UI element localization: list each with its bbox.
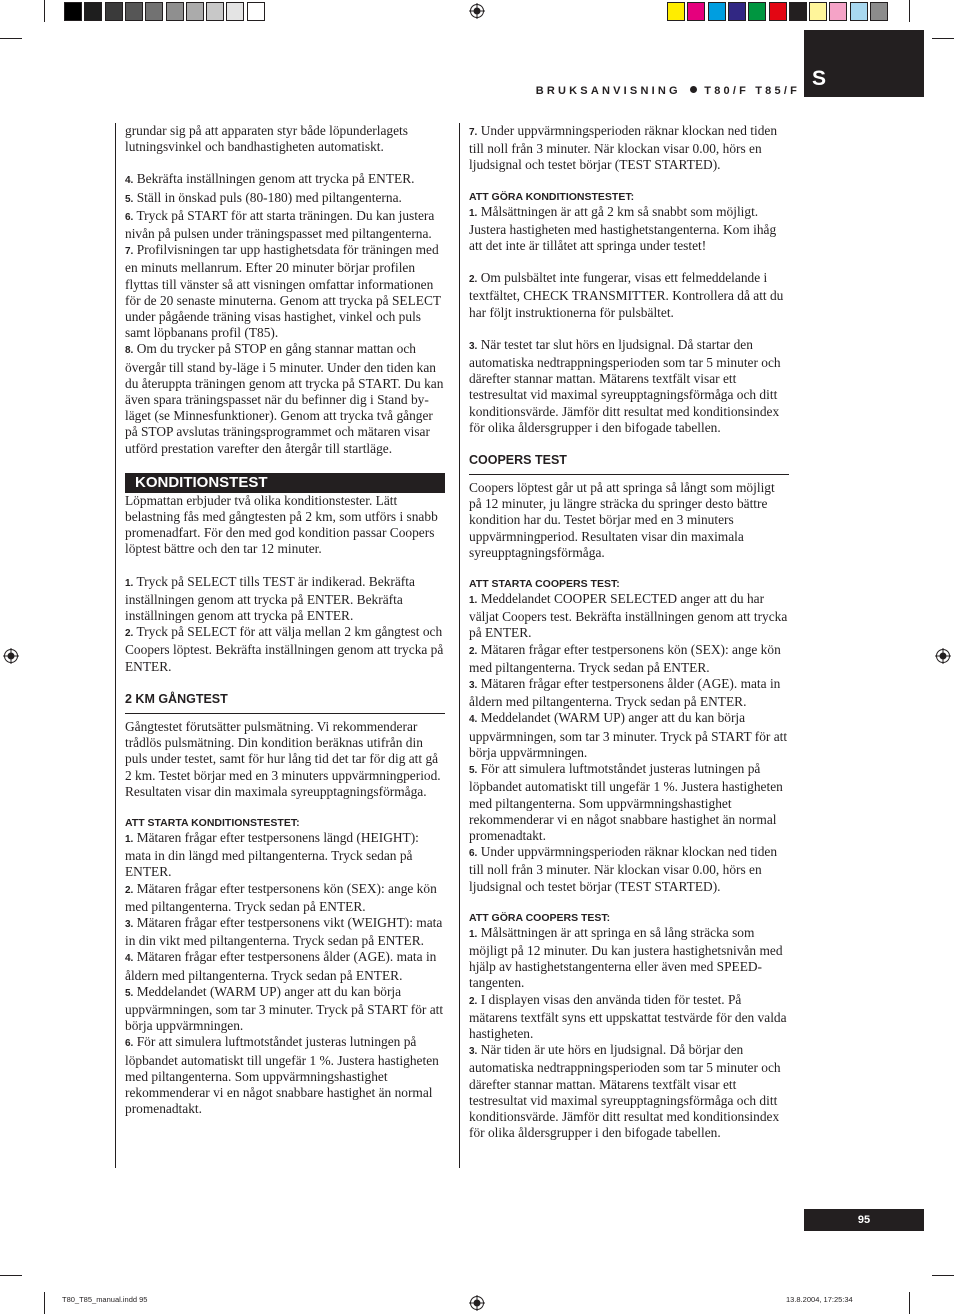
step-number: 5. [125,193,134,205]
step-item [125,208,445,242]
step-text: Mätaren frågar efter testpersonens kön (SEX): ange kön med piltangenterna. Tryck sedan på ENTER. [125,880,437,914]
step-text: Mätaren frågar efter testpersonens längd (HEIGHT): mata in din längd med piltangenterna. Tryck sedan på ENTER. [125,829,419,880]
color-swatch [850,2,868,21]
step-text: Meddelandet (WARM UP) anger att du kan börja uppvärmningen, som tar 3 minuter. Tryck på START för att börja uppvärmningen. [469,710,788,760]
color-swatch [748,2,766,21]
step-number: 8. [125,345,134,357]
step-text: Under uppvärmningsperioden räknar klockan ned tiden till noll från 3 minuter. När klockan visar 0.00, hörs en ljudsignal och testet börjar (TEST STARTED). [469,844,778,894]
step-item [469,710,789,761]
color-swatch [64,2,82,21]
step-number: 1. [469,928,478,940]
step-number: 7. [469,127,478,138]
color-swatch [687,2,705,21]
do-coopers-steps-list [469,925,789,1142]
step-item [125,171,445,189]
step-item [125,830,445,881]
step-item [469,204,789,255]
step-text: Tryck på START för att starta träningen. Du kan justera nivån på pulsen under träningspasset med piltangenterna. [125,207,435,242]
step-item [469,642,789,676]
color-swatch [829,2,847,21]
step-number: 2. [469,645,478,657]
step-item [469,844,789,895]
step-item [469,761,789,844]
step-item [469,591,789,642]
registration-mark-icon [469,1295,485,1311]
step-text: Målsättningen är att gå 2 km så snabbt som möjligt. Justera hastigheten med hastighetstangenterna. Kom ihåg att det inte är tillåtet att springa under testet! [469,203,777,254]
step-item [469,1042,789,1141]
page-number: 95 [804,1209,924,1231]
step-item [469,337,789,436]
color-swatch [789,2,807,21]
start-coopers-steps-list [469,591,789,895]
step-number: 6. [125,1038,134,1050]
step-number: 7. [125,246,134,258]
crop-mark [0,38,22,39]
step-text: För att simulera luftmotståndet justeras lutningen på löpbandet automatiskt till ungefär 1 %. Justera hastigheten med piltangenterna. Som uppvärmningshastighet rekommenderar vi en något snabbare hastighet än normal promenadtakt. [125,1034,439,1117]
konditionstest-paragraph: Löpmattan erbjuder två olika konditionstester. Lätt belastning fås med gångtesten på 2 km, som utförs i snabb promenadfart. För den med god kondition passar Coopers löptest bättre och den tar 12 minuter. [125,492,438,557]
step-item [125,915,445,949]
gangtest-paragraph: Gångtestet förutsätter pulsmätning. Vi rekommenderar trådlös pulsmätning. Din kondition beräknas utifrån din puls under testet, samt för hur lång tid det tar för dig att gå 2 km. Testet börjar med en 3 minuters uppvärmningperiod. Resultaten visar din maximala syreupptagningsförmåga. [125,718,441,799]
step-text: För att simulera luftmotståndet justeras lutningen på löpbandet automatiskt till ungefär 1 %. Justera hastigheten med piltangenterna. Som uppvärmningshastighet rekommenderar vi en något snabbare hastighet än normal promenadtakt. [469,761,783,843]
footer-timestamp: 13.8.2004, 17:25:34 [786,1295,853,1304]
color-swatch [809,2,827,21]
do-konditionstest-steps-list [469,204,789,436]
section-banner-konditionstest: KONDITIONSTEST [125,473,445,493]
step-number: 3. [469,680,478,692]
model-names: T80/F T85/F [704,85,800,97]
step-text: Tryck på SELECT för att välja mellan 2 km gångtest och Coopers löptest. Bekräfta inställningen genom att trycka på ENTER. [125,624,444,674]
step-number: 6. [469,848,478,860]
step-item [125,624,445,675]
color-swatch [870,2,888,21]
step-number: 5. [125,987,134,999]
step-item [469,123,789,174]
step-item [469,925,789,992]
color-swatch [226,2,244,21]
right-column [469,123,789,1141]
color-swatch [728,2,746,21]
running-header [470,85,800,97]
step-item [125,341,445,456]
language-tab-label: S [812,67,827,90]
step-text: Tryck på SELECT tills TEST är indikerad. Bekräfta inställningen genom att trycka på ENTER. Bekräfta inställningen genom att trycka på ENTER. [125,573,415,624]
step-item [125,984,445,1035]
registration-mark-icon [3,648,19,664]
step-number: 6. [125,211,134,223]
step-number: 4. [125,953,134,965]
heading-2km-gangtest: 2 KM GÅNGTEST [125,691,445,714]
step-number: 2. [469,995,478,1007]
column-rule [459,123,460,1168]
step-text: Bekräfta inställningen genom att trycka på ENTER. [136,171,415,187]
step-number: 3. [125,918,134,930]
step-text: Ställ in önskad puls (80-180) med piltangenterna. [136,189,402,205]
crop-mark [909,1292,910,1314]
step-number: 2. [125,628,134,640]
color-swatch [166,2,184,21]
registration-mark-icon [469,3,485,19]
heading-coopers-test: COOPERS TEST [469,452,789,475]
step-text: När testet tar slut hörs en ljudsignal. Då startar den automatiska nedtrappningsperioden som tar 5 minuter och därefter stannar mattan. Mätarens textfält visar ett testresultat vid maximal syreupptagningsförmåga och ditt konditionsvärde. Jämför ditt resultat med konditionsindex för olika åldersgrupper i den bifogade tabellen. [469,336,781,435]
step-text: I displayen visas den använda tiden för testet. På mätarens textfält syns ett uppskattat testvärde för den valda hastigheten. [469,991,787,1041]
step-number: 1. [125,577,134,589]
step-item [125,242,445,341]
step-text: Mätaren frågar efter testpersonens ålder (AGE). mata in åldern med piltangenterna. Tryck sedan på ENTER. [125,949,437,983]
registration-mark-icon [935,648,951,664]
color-swatch [125,2,143,21]
step-number: 3. [469,1046,478,1058]
step-text: Om pulsbältet inte fungerar, visas ett felmeddelande i textfältet, CHECK TRANSMITTER. Kontrollera då att du har följt instruktionerna för pulsbältet. [469,270,784,320]
step-item [125,881,445,915]
start-konditionstest-steps-list [125,830,445,1117]
step-text: Mätaren frågar efter testpersonens ålder (AGE). mata in åldern med piltangenterna. Tryck sedan på ENTER. [469,676,781,710]
konditionstest-steps-list [125,574,445,675]
color-swatch [708,2,726,21]
step-item [125,1034,445,1117]
step-text: Profilvisningen tar upp hastighetsdata för träningen med en minuts mellanrum. Efter 20 minuter börjar profilen flyttas till vänster så att visningen omfattar informationen för de 20 senaste minuterna. Genom att trycka på SELECT under pågående träning visas hastighet, vinkel och puls samt löpbanans profil (T85). [125,242,441,341]
step-item [125,574,445,625]
heading-start-konditionstest: ATT STARTA KONDITIONSTESTET: [125,816,300,829]
step-item [125,949,445,983]
color-swatch [769,2,787,21]
color-swatch [247,2,265,21]
crop-mark [909,0,910,22]
step-number: 4. [125,175,134,187]
bullet-icon [690,86,697,93]
step-item [469,992,789,1043]
footer-file-name: T80_T85_manual.indd 95 [62,1295,148,1304]
step-number: 1. [469,595,478,607]
crop-mark [44,0,45,22]
step-text: Om du trycker på STOP en gång stannar mattan och övergår till stand by-läge i 5 minuter. Under den tiden kan du återuppta träningen genom att trycka på START. Du kan även spara träningspasset när du befinner dig i Stand by-läget (se Minnesfunktioner). Genom att trycka två gånger på STOP avslutas träningsprogrammet och mätaren visar utförd prestation varefter den återgår till startläge. [125,341,444,456]
running-title: BRUKSANVISNING [535,85,681,97]
crop-mark [44,1292,45,1314]
step-number: 5. [469,765,478,777]
step-item [469,270,789,321]
heading-do-konditionstest: ATT GÖRA KONDITIONSTESTET: [469,190,635,203]
step-text: Under uppvärmningsperioden räknar klockan ned tiden till noll från 3 minuter. När klockan visar 0.00, hörs en ljudsignal och testet börjar (TEST STARTED). [469,123,778,173]
color-swatch [667,2,685,21]
step-number: 2. [469,274,478,286]
step-number: 1. [469,207,478,219]
crop-mark [932,1275,954,1276]
workout-steps-list [125,171,445,456]
step-text: Mätaren frågar efter testpersonens kön (SEX): ange kön med piltangenterna. Tryck sedan på ENTER. [469,641,781,675]
heading-do-coopers: ATT GÖRA COOPERS TEST: [469,911,611,924]
crop-mark [932,38,954,39]
coopers-paragraph: Coopers löptest går ut på att springa så långt som möjligt på 12 minuter, ju längre sträcka du springer desto bättre kondition har du. Testet börjar med en 3 minuters uppvärmningperiod. Resultaten visar din maximala syreupptagningsförmåga. [469,480,775,560]
color-swatch [84,2,102,21]
step-number: 3. [469,340,478,352]
column-rule [115,123,116,1168]
step-text: Målsättningen är att springa en så lång sträcka som möjligt på 12 minuter. Du kan justera hastighetsnivån med hjälp av hastighetstangenterna eller även med SPEED-tangenten. [469,924,783,991]
step-text: När tiden är ute hörs en ljudsignal. Då börjar den automatiska nedtrappningsperioden som tar 5 minuter och därefter stannar mattan. Mätarens textfält visar ett testresultat vid maximal syreupptagningsförmåga och ditt konditionsvärde. Jämför ditt resultat med konditionsindex för olika åldersgrupper i den bifogade tabellen. [469,1042,781,1141]
language-tab [804,30,924,97]
left-column [125,123,445,1117]
step-text: Meddelandet COOPER SELECTED anger att du har väljat Coopers test. Bekräfta inställningen genom att trycka på ENTER. [469,591,788,641]
color-swatch [105,2,123,21]
heading-start-coopers: ATT STARTA COOPERS TEST: [469,578,620,591]
step-item [125,190,445,208]
intro-paragraph: grundar sig på att apparaten styr både löpunderlagets lutningsvinkel och bandhastigheten automatiskt. [125,123,408,155]
color-swatch [206,2,224,21]
step-number: 4. [469,714,478,726]
crop-mark [0,1275,22,1276]
step-number: 2. [125,884,134,896]
step-number: 1. [125,833,134,845]
color-swatch [186,2,204,21]
step-item [469,676,789,710]
step-text: Meddelandet (WARM UP) anger att du kan börja uppvärmningen, som tar 3 minuter. Tryck på START för att börja uppvärmningen. [125,983,444,1034]
step-text: Mätaren frågar efter testpersonens vikt (WEIGHT): mata in din vikt med piltangenterna. Tryck sedan på ENTER. [125,914,443,949]
color-swatch [145,2,163,21]
